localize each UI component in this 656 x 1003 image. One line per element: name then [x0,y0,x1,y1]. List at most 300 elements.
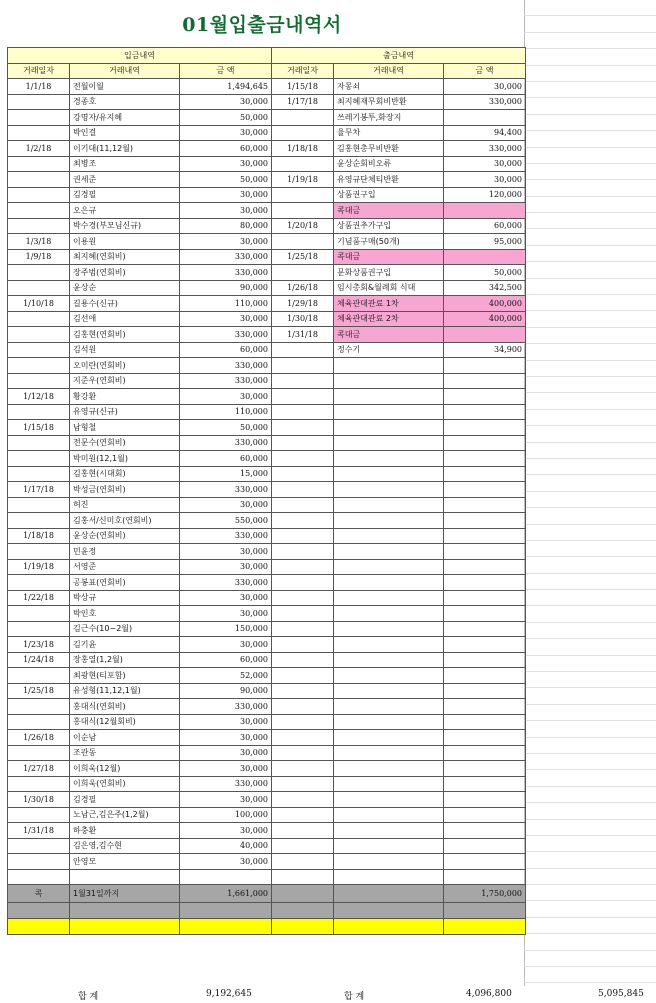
empty-cell [524,590,656,606]
empty-cell [524,180,656,196]
empty-cell [524,934,656,950]
expense-amount [444,792,526,808]
expense-amount [444,420,526,436]
expense-amount [444,761,526,777]
expense-desc [334,451,444,467]
table-row [8,280,526,296]
expense-date: 1/18/18 [272,141,334,157]
summary-label: 콕 [8,885,70,903]
expense-desc [334,528,444,544]
table-row [8,156,526,172]
income-amount: 330,000 [180,776,272,792]
expense-desc: 문화상품권구입 [334,265,444,281]
income-amount: 330,000 [180,482,272,498]
table-row [8,714,526,730]
expense-desc [334,683,444,699]
expense-desc [334,621,444,637]
income-date [8,714,70,730]
table-row [8,187,526,203]
empty-cell [524,410,656,426]
expense-total-label: 합 계 [344,992,365,1002]
table-row [8,869,526,885]
empty-cell [524,475,656,491]
expense-date [272,714,334,730]
expense-desc: 윤상순회비오류 [334,156,444,172]
expense-amount [444,404,526,420]
expense-amount [444,482,526,498]
expense-amount [444,637,526,653]
income-desc: 윤상순(연회비) [70,528,180,544]
expense-desc [334,637,444,653]
expense-date [272,156,334,172]
expense-desc [334,730,444,746]
table-row [8,497,526,513]
expense-date [272,528,334,544]
empty-cell [524,869,656,885]
income-desc: 최병조 [70,156,180,172]
income-amount: 52,000 [180,668,272,684]
empty-cell [524,541,656,557]
expense-desc: 최지혜재무회비반환 [334,94,444,110]
income-date [8,156,70,172]
empty-cell [524,16,656,32]
income-date: 1/19/18 [8,559,70,575]
gray-blank-row [8,903,526,919]
income-date: 1/9/18 [8,249,70,265]
expense-desc: 유영규단체티반환 [334,172,444,188]
empty-cell [524,443,656,459]
empty-cell [524,164,656,180]
income-desc: 전월이월 [70,79,180,95]
income-desc: 서영준 [70,559,180,575]
expense-amount [444,730,526,746]
expense-amount: 94,400 [444,125,526,141]
expense-desc: 정수기 [334,342,444,358]
expense-amount [444,110,526,126]
income-amount: 30,000 [180,389,272,405]
expense-date [272,652,334,668]
expense-date [272,420,334,436]
income-date [8,575,70,591]
expense-date [272,699,334,715]
income-desc: 오은규 [70,203,180,219]
income-date: 1/23/18 [8,637,70,653]
income-amount: 30,000 [180,823,272,839]
income-amount: 330,000 [180,373,272,389]
income-amount: 50,000 [180,110,272,126]
expense-date: 1/26/18 [272,280,334,296]
table-row [8,652,526,668]
income-date [8,358,70,374]
table-row [8,761,526,777]
empty-cell [524,721,656,737]
summary-desc: 1월31일까지 [70,885,180,903]
table-row [8,838,526,854]
table-row [8,730,526,746]
empty-cell [524,197,656,213]
table-row [8,358,526,374]
expense-amount [444,621,526,637]
table-row [8,311,526,327]
expense-desc [334,404,444,420]
expense-desc [334,590,444,606]
expense-desc [334,668,444,684]
income-date [8,807,70,823]
expense-amount: 95,000 [444,234,526,250]
column-header-row [8,63,526,79]
income-amount: 330,000 [180,528,272,544]
expense-desc [334,823,444,839]
income-desc: 김석원 [70,342,180,358]
income-desc: 남형철 [70,420,180,436]
income-date [8,668,70,684]
income-amount: 30,000 [180,559,272,575]
empty-cell [524,361,656,377]
table-row [8,141,526,157]
income-desc: 김선애 [70,311,180,327]
expense-amount: 50,000 [444,265,526,281]
expense-amount [444,823,526,839]
expense-date [272,761,334,777]
expense-date [272,606,334,622]
income-amount: 30,000 [180,730,272,746]
ledger-table [7,47,526,935]
empty-cell [524,131,656,147]
income-date [8,265,70,281]
expense-desc [334,745,444,761]
income-desc: 김은영,김수현 [70,838,180,854]
expense-amount: 330,000 [444,94,526,110]
income-desc: 조관동 [70,745,180,761]
income-date: 1/22/18 [8,590,70,606]
income-desc: 김기윤 [70,637,180,653]
income-date [8,110,70,126]
table-row [8,544,526,560]
income-date [8,776,70,792]
expense-amount [444,590,526,606]
income-total-label: 합 계 [78,992,99,1002]
table-row [8,528,526,544]
empty-cell [524,328,656,344]
income-amount: 90,000 [180,683,272,699]
income-date [8,187,70,203]
income-date [8,94,70,110]
income-date [8,218,70,234]
empty-cell [524,492,656,508]
expense-date: 1/30/18 [272,311,334,327]
table-row [8,389,526,405]
expense-amount [444,544,526,560]
income-desc: 홍대식(연회비) [70,699,180,715]
expense-amount: 120,000 [444,187,526,203]
expense-date [272,234,334,250]
income-desc: 박상규 [70,590,180,606]
empty-cell [524,115,656,131]
income-amount: 50,000 [180,420,272,436]
income-date [8,699,70,715]
empty-cell [524,0,656,16]
expense-desc: 상품권추가구입 [334,218,444,234]
income-desc: 홍대식(12월회비) [70,714,180,730]
income-date: 1/17/18 [8,482,70,498]
income-desc: 김홍현(연회비) [70,327,180,343]
expense-desc [334,652,444,668]
expense-desc [334,854,444,870]
table-row [8,590,526,606]
empty-cell [524,885,656,901]
expense-amount: 330,000 [444,141,526,157]
income-amount: 30,000 [180,187,272,203]
income-amount: 60,000 [180,141,272,157]
expense-amount [444,513,526,529]
empty-cell [524,951,656,967]
expense-amount [444,575,526,591]
income-date: 1/27/18 [8,761,70,777]
empty-cell [524,66,656,82]
income-desc: 박인걸 [70,125,180,141]
income-desc: 박인호 [70,606,180,622]
expense-date: 1/17/18 [272,94,334,110]
empty-cell [524,770,656,786]
table-row [8,606,526,622]
income-date [8,854,70,870]
income-amount: 550,000 [180,513,272,529]
expense-desc: 율무차 [334,125,444,141]
income-amount: 30,000 [180,761,272,777]
table-row [8,79,526,95]
income-date [8,621,70,637]
income-desc: 강명자/유지혜 [70,110,180,126]
expense-date [272,265,334,281]
income-amount: 330,000 [180,575,272,591]
income-date [8,838,70,854]
table-row [8,373,526,389]
table-row [8,327,526,343]
table-row [8,218,526,234]
income-date [8,745,70,761]
expense-date [272,342,334,358]
income-desc: 이용원 [70,234,180,250]
income-amount: 15,000 [180,466,272,482]
income-desc: 김근수(10~2월) [70,621,180,637]
table-row [8,575,526,591]
expense-desc-header: 거래내역 [334,63,444,79]
empty-cell [524,836,656,852]
income-amount: 150,000 [180,621,272,637]
income-desc: 이희욱(연회비) [70,776,180,792]
expense-desc: 임시총회&월례회 식대 [334,280,444,296]
table-row [8,807,526,823]
empty-cell [524,459,656,475]
empty-cell [524,606,656,622]
expense-date: 1/15/18 [272,79,334,95]
income-amount-header: 금 액 [180,63,272,79]
expense-desc: 쓰레기봉투,화장지 [334,110,444,126]
table-row [8,482,526,498]
expense-amount: 60,000 [444,218,526,234]
expense-date [272,404,334,420]
income-date [8,203,70,219]
expense-amount [444,466,526,482]
income-desc: 김홍현(시대회) [70,466,180,482]
income-desc: 김경필 [70,792,180,808]
expense-amount [444,745,526,761]
expense-desc [334,869,444,885]
empty-cell [524,820,656,836]
summary-blank-desc [334,885,444,903]
income-amount: 30,000 [180,544,272,560]
expense-amount [444,652,526,668]
expense-date [272,807,334,823]
income-date [8,869,70,885]
summary-expense: 1,750,000 [444,885,526,903]
income-section-header: 입금내역 [8,48,272,64]
income-date: 1/12/18 [8,389,70,405]
empty-cell [524,623,656,639]
empty-cell [524,279,656,295]
expense-date: 1/31/18 [272,327,334,343]
income-date [8,513,70,529]
expense-date [272,730,334,746]
expense-date [272,668,334,684]
income-date [8,451,70,467]
expense-desc [334,358,444,374]
expense-desc [334,792,444,808]
empty-cell [524,393,656,409]
income-amount: 1,494,645 [180,79,272,95]
expense-desc [334,482,444,498]
expense-date [272,435,334,451]
table-row [8,172,526,188]
income-amount: 30,000 [180,745,272,761]
income-amount: 30,000 [180,156,272,172]
page-title: 01월입출금내역서 [182,14,342,36]
empty-cell [524,82,656,98]
income-desc: 최광현(티포함) [70,668,180,684]
expense-amount [444,358,526,374]
empty-cell [524,508,656,524]
expense-date [272,869,334,885]
expense-desc [334,838,444,854]
table-row [8,404,526,420]
expense-desc [334,513,444,529]
income-total-value: 9,192,645 [206,989,252,999]
income-desc-header: 거래내역 [70,63,180,79]
yellow-blank-row [8,919,526,935]
income-amount: 50,000 [180,172,272,188]
expense-date [272,497,334,513]
income-desc: 유영규(신규) [70,404,180,420]
expense-desc [334,435,444,451]
income-amount: 80,000 [180,218,272,234]
balance-value: 5,095,845 [598,989,644,999]
income-date: 1/3/18 [8,234,70,250]
expense-amount: 30,000 [444,156,526,172]
empty-cell [524,246,656,262]
income-date: 1/18/18 [8,528,70,544]
income-amount: 330,000 [180,699,272,715]
empty-cell [524,377,656,393]
table-row [8,854,526,870]
expense-date: 1/20/18 [272,218,334,234]
income-amount: 30,000 [180,637,272,653]
income-desc: 노남근,김은주(1,2월) [70,807,180,823]
expense-amount [444,559,526,575]
empty-cell [524,901,656,917]
income-desc: 권세준 [70,172,180,188]
empty-cell [524,574,656,590]
expense-date [272,544,334,560]
income-desc: 안영모 [70,854,180,870]
summary-income: 1,661,000 [180,885,272,903]
table-row [8,296,526,312]
expense-amount [444,869,526,885]
expense-amount [444,668,526,684]
expense-desc [334,606,444,622]
income-amount: 30,000 [180,94,272,110]
empty-sheet-cells [524,0,656,986]
expense-date: 1/29/18 [272,296,334,312]
income-amount: 40,000 [180,838,272,854]
expense-desc: 콕대금 [334,327,444,343]
table-row [8,249,526,265]
empty-cell [524,705,656,721]
income-amount: 330,000 [180,249,272,265]
table-row [8,745,526,761]
expense-desc: 콕대금 [334,249,444,265]
table-row [8,265,526,281]
income-amount: 30,000 [180,234,272,250]
expense-amount: 30,000 [444,172,526,188]
income-date: 1/10/18 [8,296,70,312]
table-row [8,792,526,808]
income-amount: 60,000 [180,342,272,358]
empty-cell [524,213,656,229]
income-desc: 김경필 [70,187,180,203]
income-desc: 경종호 [70,94,180,110]
empty-cell [524,557,656,573]
expense-date [272,792,334,808]
expense-date [272,776,334,792]
income-amount: 30,000 [180,311,272,327]
income-desc: 민윤정 [70,544,180,560]
expense-amount [444,699,526,715]
income-amount: 30,000 [180,590,272,606]
expense-date [272,590,334,606]
table-row [8,203,526,219]
expense-amount-header: 금 액 [444,63,526,79]
expense-desc [334,389,444,405]
expense-desc: 기념품구매(50개) [334,234,444,250]
expense-desc: 체육관대관료 2차 [334,311,444,327]
income-amount: 30,000 [180,606,272,622]
expense-amount: 34,900 [444,342,526,358]
expense-desc [334,420,444,436]
expense-date [272,823,334,839]
income-desc: 길용수(신규) [70,296,180,312]
expense-amount [444,249,526,265]
expense-amount: 400,000 [444,311,526,327]
expense-desc [334,776,444,792]
income-desc: 하충환 [70,823,180,839]
expense-amount [444,203,526,219]
income-desc: 윤상순 [70,280,180,296]
income-amount: 90,000 [180,280,272,296]
expense-date [272,854,334,870]
income-desc: 장홍열(1,2월) [70,652,180,668]
expense-desc [334,559,444,575]
expense-date [272,187,334,203]
